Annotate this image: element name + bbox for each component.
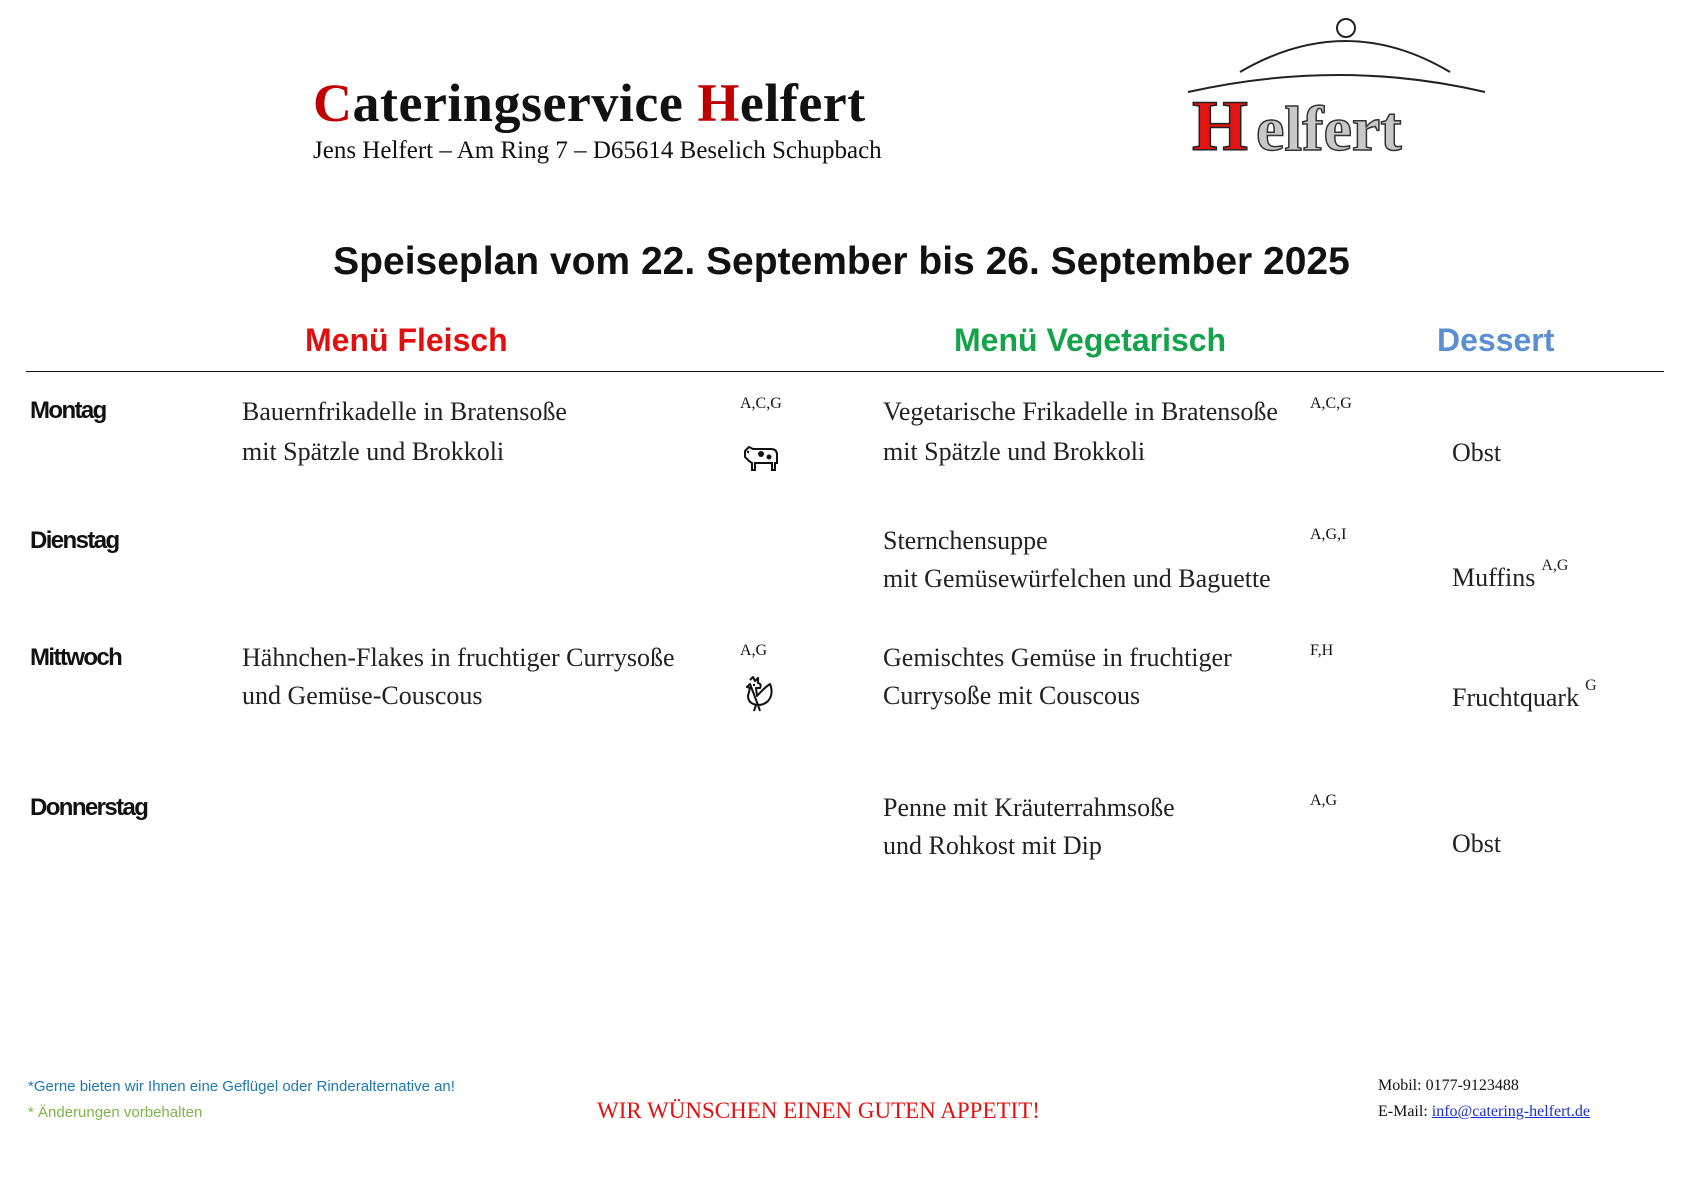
footer-note-alternative: *Gerne bieten wir Ihnen eine Geflügel oder Rinderalternative an! [28, 1078, 455, 1095]
dessert-allergens: G [1585, 677, 1597, 694]
dessert-donnerstag [1452, 829, 1501, 859]
dessert-name: Obst [1452, 438, 1502, 467]
dessert-name: Muffins [1452, 563, 1536, 592]
fleisch-allergens-mittwoch: A,G [740, 642, 768, 659]
logo-text: elfert [1256, 93, 1402, 164]
day-label-mittwoch: Mittwoch [30, 644, 122, 671]
dish-line: und Gemüse-Couscous [242, 681, 483, 710]
brand-part-2: elfert [739, 73, 866, 133]
dish-line: Sternchensuppe [883, 526, 1048, 555]
brand-part-1: ateringservice [352, 73, 698, 133]
footer-appetit: WIR WÜNSCHEN EINEN GUTEN APPETIT! [597, 1098, 1040, 1123]
dish-line: Vegetarische Frikadelle in Bratensoße [883, 397, 1278, 426]
dessert-name: Obst [1452, 829, 1502, 858]
header-divider [26, 371, 1664, 372]
column-header-dessert: Dessert [1437, 322, 1555, 358]
dish-line: Gemischtes Gemüse in fruchtiger [883, 643, 1232, 672]
company-name [313, 72, 866, 134]
dessert-dienstag [1452, 557, 1569, 593]
dessert-mittwoch [1452, 677, 1597, 713]
company-address: Jens Helfert – Am Ring 7 – D65614 Beselich Schupbach [313, 137, 882, 164]
footer-mobile: Mobil: 0177-9123488 [1378, 1077, 1519, 1094]
brand-initial-h: H [697, 73, 740, 133]
veg-dish-mittwoch [883, 639, 1232, 715]
veg-allergens-mittwoch: F,H [1310, 642, 1334, 659]
dessert-montag [1452, 438, 1501, 468]
email-link[interactable]: info@catering-helfert.de [1431, 1103, 1590, 1120]
dessert-allergens: A,G [1541, 557, 1569, 574]
column-header-fleisch: Menü Fleisch [305, 322, 508, 358]
rooster-icon [738, 674, 778, 714]
fleisch-allergens-montag: A,C,G [740, 395, 782, 412]
dish-line: mit Spätzle und Brokkoli [883, 437, 1146, 466]
veg-allergens-dienstag: A,G,I [1310, 526, 1347, 543]
veg-dish-dienstag [883, 522, 1271, 598]
footer-email [1378, 1103, 1590, 1121]
brand-initial-c: C [313, 73, 353, 133]
page-title: Speiseplan vom 22. September bis 26. September 2025 [333, 240, 1350, 283]
fleisch-dish-mittwoch [242, 639, 674, 715]
dish-line: mit Gemüsewürfelchen und Baguette [883, 564, 1271, 593]
dessert-name: Fruchtquark [1452, 683, 1580, 712]
cow-icon [741, 437, 781, 477]
veg-allergens-donnerstag: A,G [1310, 792, 1338, 809]
email-label: E-Mail: [1378, 1103, 1432, 1120]
helfert-logo [1180, 14, 1490, 164]
footer-note-changes: * Änderungen vorbehalten [28, 1104, 203, 1121]
dish-line: Hähnchen-Flakes in fruchtiger Currysoße [242, 643, 675, 672]
day-label-dienstag: Dienstag [30, 527, 119, 554]
logo-letter-h: H [1192, 86, 1249, 164]
veg-dish-donnerstag [883, 789, 1175, 865]
dish-line: mit Spätzle und Brokkoli [242, 437, 505, 466]
dish-line: Penne mit Kräuterrahmsoße [883, 793, 1175, 822]
dish-line: und Rohkost mit Dip [883, 831, 1102, 860]
column-header-vegetarisch: Menü Vegetarisch [954, 322, 1227, 358]
veg-dish-montag [883, 392, 1278, 472]
day-label-montag: Montag [30, 397, 106, 424]
dish-line: Bauernfrikadelle in Bratensoße [242, 397, 567, 426]
veg-allergens-montag: A,C,G [1310, 395, 1352, 412]
fleisch-dish-montag [242, 392, 567, 472]
dish-line: Currysoße mit Couscous [883, 681, 1141, 710]
day-label-donnerstag: Donnerstag [30, 794, 148, 821]
